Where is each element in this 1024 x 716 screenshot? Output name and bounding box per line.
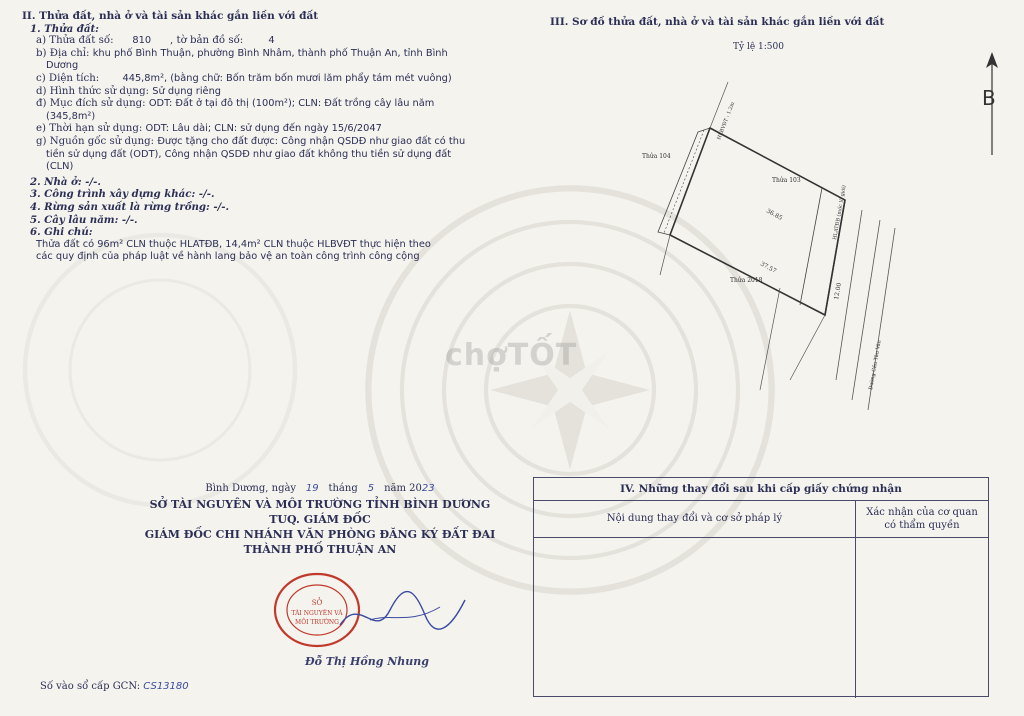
- authority-line-2: TUQ. GIÁM ĐỐC: [269, 513, 371, 526]
- usage-term-row: [22, 123, 492, 136]
- land-number-row: [22, 35, 492, 48]
- usage-purpose-label: đ) Mục đích sử dụng:: [36, 98, 146, 110]
- thua104-label: Thửa 104: [642, 153, 671, 160]
- note-line-2: các quy định của pháp luật về hành lang bảo vệ an toàn công trình công cộng: [36, 251, 420, 263]
- forest-item: 4. Rừng sản xuất là rừng trồng: -/-.: [30, 200, 230, 213]
- area-label: c) Diện tích:: [36, 72, 100, 84]
- svg-text:SỞ: SỞ: [311, 599, 323, 607]
- authority-line-1: SỞ TÀI NGUYÊN VÀ MÔI TRƯỜNG TỈNH BÌNH DƯƠNG: [149, 498, 491, 511]
- usage-form-value: Sử dụng riêng: [152, 85, 221, 97]
- hlatdb-label: HLATĐB (mốc lộ giới): [832, 184, 848, 241]
- date-year: 23: [421, 483, 435, 494]
- length-label-1: 36.85: [765, 207, 784, 222]
- address-label: b) Địa chỉ:: [36, 47, 90, 59]
- section-2-title: II. Thửa đất, nhà ở và tài sản khác gắn liền với đất: [22, 10, 319, 22]
- area-value: 445,8m², (bằng chữ: Bốn trăm bốn mươi lăm phẩy tám mét vuông): [122, 72, 452, 84]
- map-sheet-label: , tờ bản đồ số:: [170, 35, 244, 47]
- house-item: 2. Nhà ở: -/-.: [30, 175, 101, 188]
- origin-row: [22, 136, 492, 149]
- note-heading: 6. Ghi chú:: [30, 226, 93, 239]
- usage-purpose-value-cont: (345,8m²): [46, 110, 96, 122]
- hlatdb-line: [800, 188, 822, 305]
- date-prefix: Bình Dương, ngày: [205, 483, 297, 494]
- gcn-register: [40, 681, 189, 692]
- usage-form-label: d) Hình thức sử dụng:: [36, 85, 150, 97]
- address-value: khu phố Bình Thuận, phường Bình Nhâm, thành phố Thuận An, tỉnh Bình: [92, 47, 448, 59]
- hlbvdt-strip: [658, 128, 710, 235]
- watermark-text: chợTỐT: [445, 338, 578, 373]
- length-label-2: 37.57: [759, 260, 778, 275]
- area-row: [22, 73, 492, 86]
- origin-label: g) Nguồn gốc sử dụng:: [36, 135, 155, 147]
- land-heading: 1. Thửa đất:: [30, 22, 99, 35]
- note-line-1: Thửa đất có 96m² CLN thuộc HLATĐB, 14,4m² CLN thuộc HLBVĐT thực hiện theo: [36, 238, 431, 250]
- usage-term-label: e) Thời hạn sử dụng:: [36, 123, 143, 135]
- perennial-item: 5. Cây lâu năm: -/-.: [30, 213, 138, 226]
- column-header-confirmation-line1: Xác nhận của cơ quan: [866, 507, 978, 518]
- handwritten-signature-icon: [330, 585, 470, 645]
- section-3-title: III. Sơ đồ thửa đất, nhà ở và tài sản khác gắn liền với đất: [550, 16, 885, 28]
- changes-table: [533, 477, 989, 697]
- usage-form-row: [22, 86, 492, 99]
- section-4-title: IV. Những thay đổi sau khi cấp giấy chứng nhận: [534, 478, 988, 501]
- thua2018-label: Thửa 2018: [730, 277, 763, 284]
- origin-value: Được tặng cho đất được: Công nhận QSDĐ như giao đất có thu: [157, 135, 466, 147]
- column-header-confirmation-line2: có thẩm quyền: [884, 520, 960, 531]
- thua103-label: Thửa 103: [772, 177, 801, 184]
- land-number-value: 810: [132, 35, 152, 47]
- date-day: 19: [305, 483, 319, 494]
- svg-text:TÀI NGUYÊN VÀ: TÀI NGUYÊN VÀ: [291, 610, 343, 617]
- section-2: [22, 10, 492, 264]
- usage-purpose-value: ODT: Đất ở tại đô thị (100m²); CLN: Đất trồng cây lâu năm: [148, 98, 435, 110]
- origin-value-cont: tiền sử dụng đất (ODT), Công nhận QSDĐ như giao đất không thu tiền sử dụng đất: [46, 148, 452, 160]
- gcn-label: Số vào sổ cấp GCN:: [40, 681, 141, 692]
- emblem-background-left: [10, 220, 310, 520]
- authority-line-4: THÀNH PHỐ THUẬN AN: [243, 543, 397, 556]
- date-year-label: năm 20: [384, 483, 422, 494]
- map-sheet-value: 4: [268, 35, 275, 47]
- changes-confirmation-cell: [856, 538, 988, 698]
- authority-line-3: GIÁM ĐỐC CHI NHÁNH VĂN PHÒNG ĐĂNG KÝ ĐẤT ĐAI: [144, 528, 496, 541]
- map-scale: Tỷ lệ 1:500: [733, 42, 784, 52]
- date-month: 5: [367, 483, 375, 494]
- column-header-confirmation: [856, 501, 988, 537]
- land-plot-diagram: [640, 60, 970, 420]
- signature-block: [140, 483, 500, 557]
- gcn-value: CS13180: [143, 681, 189, 692]
- north-label: B: [982, 86, 996, 110]
- hlbvdt-label: HLBVĐT : 1.2m: [716, 101, 737, 141]
- road-label: Đường Cầu Tàu Ván: [868, 339, 883, 391]
- address-value-cont: Dương: [46, 60, 79, 72]
- svg-text:MÔI TRƯỜNG: MÔI TRƯỜNG: [295, 619, 339, 626]
- issue-date: [140, 483, 500, 494]
- usage-purpose-row: [22, 98, 492, 111]
- origin-value-cont2: (CLN): [46, 161, 74, 173]
- changes-content-cell: [534, 538, 856, 698]
- column-header-content: Nội dung thay đổi và cơ sở pháp lý: [534, 501, 856, 537]
- length-label-3: 12.00: [833, 282, 843, 301]
- construction-item: 3. Công trình xây dựng khác: -/-.: [30, 188, 215, 201]
- signer-name: Đỗ Thị Hồng Nhung: [305, 655, 429, 668]
- date-month-label: tháng: [328, 483, 358, 494]
- parcel-boundary: [670, 128, 845, 315]
- changes-table-header: [534, 501, 988, 538]
- land-number-label: a) Thửa đất số:: [36, 35, 114, 47]
- address-row: [22, 48, 492, 61]
- changes-table-body: [534, 538, 988, 698]
- usage-term-value: ODT: Lâu dài; CLN: sử dụng đến ngày 15/6/2047: [145, 123, 382, 135]
